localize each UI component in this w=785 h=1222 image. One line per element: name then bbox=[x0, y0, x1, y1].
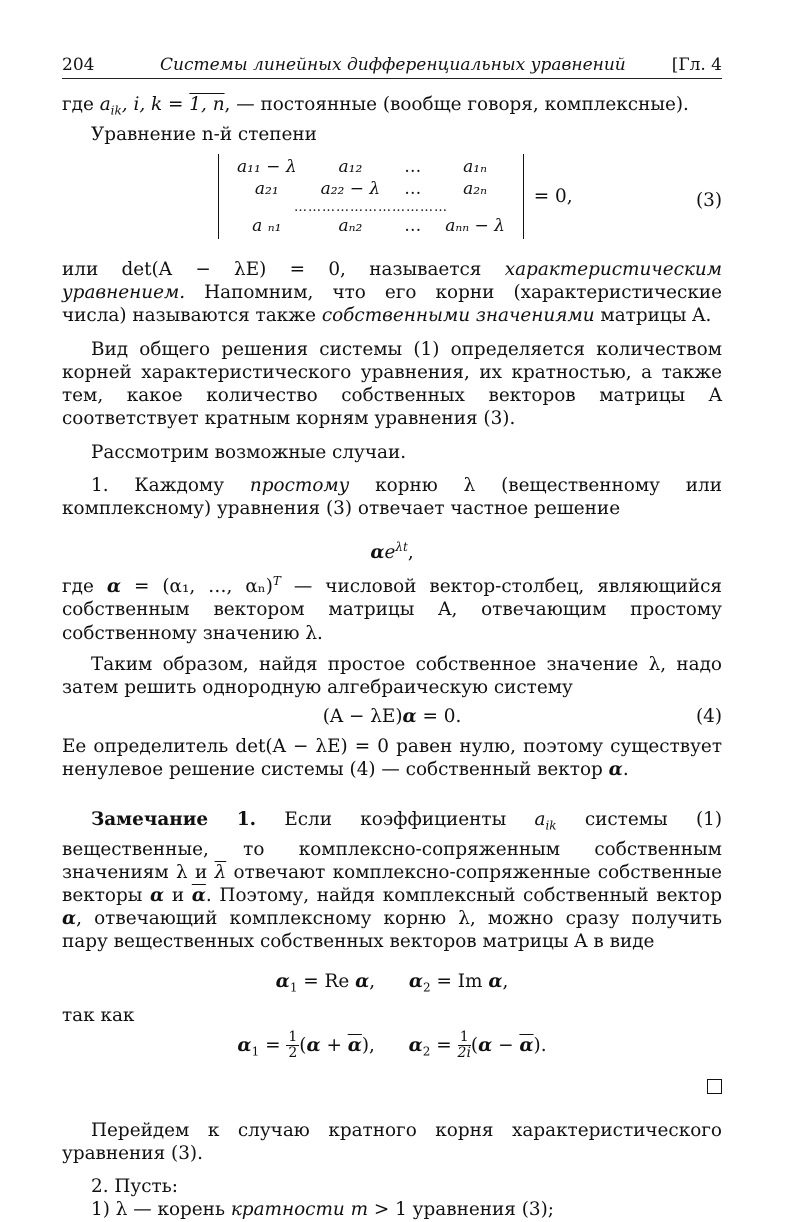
paragraph-equation-intro: Уравнение n-й степени bbox=[91, 123, 317, 145]
matrix-dots-row: …………………………… bbox=[293, 200, 448, 216]
running-title: Системы линейных дифференциальных уравнений bbox=[160, 55, 626, 75]
matrix-row: a₁₁ − λ a₁₂ … a₁ₙ bbox=[237, 157, 487, 178]
matrix-row: a ₙ₁ aₙ₂ … aₙₙ − λ bbox=[252, 216, 505, 237]
equation-number-3: (3) bbox=[695, 190, 722, 212]
paragraph-since: так как bbox=[62, 1004, 135, 1026]
running-header bbox=[62, 52, 722, 79]
paragraph-eigenvector: где α = (α₁, …, αₙ)$^T$ — числовой вектор-столбец, являющийся собственным вектором матрицы A, отвечающим простому собственному значению λ. bbox=[62, 574, 722, 644]
paragraph-general-solution: Вид общего решения системы (1) определяется количеством корней характеристического уравнения, их кратностью, а также тем, какое количество собственных векторов матрицы A соответствует кратным корням уравнения (3). bbox=[62, 338, 722, 430]
equals-zero: = 0, bbox=[533, 186, 573, 208]
paragraph-case-1: 1. Каждому простому корню λ (вещественному или комплексному) уравнения (3) отвечает частное решение bbox=[62, 474, 722, 519]
qed-row bbox=[62, 1069, 722, 1097]
remark-label: Замечание 1. bbox=[91, 808, 257, 830]
paragraph-coefficients: где $a_{ik}$, i, k = 1, n, — постоянные (вообще говоря, комплексные). bbox=[62, 94, 689, 118]
paragraph-case-2-item-1: 1) λ — корень кратности m > 1 уравнения (3); bbox=[91, 1199, 554, 1221]
paragraph-case-2: 2. Пусть: bbox=[91, 1176, 178, 1198]
fraction-one-over-2i: $\frac{1}{2i}$ bbox=[457, 1029, 471, 1062]
page bbox=[62, 52, 722, 1222]
equation-4: (A − λE)α = 0. (4) bbox=[62, 699, 722, 735]
fraction-half: $\frac{1}{2}$ bbox=[288, 1029, 298, 1062]
paragraph-characteristic-equation: или det(A − λE) = 0, называется характеристическим уравнением. Напомним, что его корни (характеристические числа) называются также собственными значениями матрицы A. bbox=[62, 259, 722, 327]
equation-re-im: $\alpha_1 = Re$ α, $\alpha_2 = Im$ α, bbox=[275, 970, 509, 995]
matrix-row: a₂₁ a₂₂ − λ … a₂ₙ bbox=[254, 179, 487, 200]
paragraph-cases: Рассмотрим возможные случаи. bbox=[91, 441, 407, 463]
characteristic-determinant-equation bbox=[62, 152, 722, 248]
equation-number-4: (4) bbox=[695, 706, 722, 728]
chapter-label: [Гл. 4 bbox=[671, 55, 722, 75]
equation-fractions: $\alpha_1$ = $\frac{1}{2}$ $(\alpha + \overline{\alpha})$, $\alpha_2$ = $\frac{1}{2i}$ $(\alpha - \overline{\alpha})$. bbox=[237, 1029, 547, 1062]
equation-alpha-exp: $\alpha e^{\lambda t}$, bbox=[370, 540, 414, 564]
determinant-matrix bbox=[218, 154, 524, 239]
paragraph-multiple-root: Перейдем к случаю кратного корня характеристического уравнения (3). bbox=[62, 1119, 722, 1164]
remark-1: Замечание 1. Если коэффициенты $a_{ik}$ системы (1) вещественные, то комплексно-сопряженным собственным значениям λ и $\overline{\lambda}$ отвечают комплексно-сопряженные собственные векторы α и $\overline{\alpha}$. Поэтому, найдя комплексный собственный вектор α, отвечающий комплексному корню λ, можно сразу получить пару вещественных собственных векторов матрицы A в виде bbox=[62, 808, 723, 953]
paragraph-determinant: Ее определитель det(A − λE) = 0 равен нулю, поэтому существует ненулевое решение системы (4) — собственный вектор α. bbox=[62, 736, 722, 781]
paragraph-algebraic-system: Таким образом, найдя простое собственное значение λ, надо затем решить однородную алгебраическую систему bbox=[62, 653, 722, 699]
qed-square-icon bbox=[707, 1079, 722, 1094]
page-number: 204 bbox=[62, 55, 95, 75]
